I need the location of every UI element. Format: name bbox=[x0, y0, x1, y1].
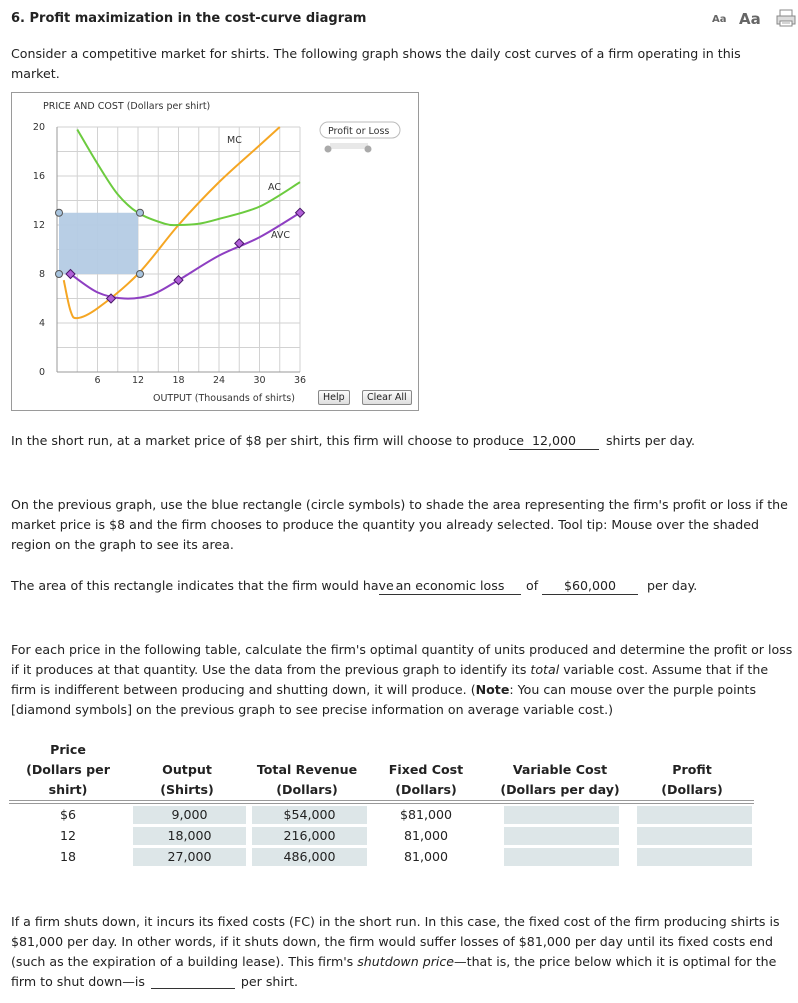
row3-profit-input[interactable] bbox=[637, 848, 752, 866]
print-icon[interactable] bbox=[776, 8, 796, 28]
y-tick-label: 20 bbox=[32, 122, 45, 133]
row1-fixed-cost: $81,000 bbox=[399, 807, 453, 822]
question-title: 6. Profit maximization in the cost-curve diagram bbox=[11, 11, 367, 26]
y-axis-label: PRICE AND COST (Dollars per shirt) bbox=[43, 101, 211, 112]
rectangle-corner-handle[interactable] bbox=[137, 209, 144, 216]
y-tick-labels bbox=[33, 122, 45, 378]
shutdown-price-dropdown[interactable] bbox=[151, 975, 235, 989]
cost-curve-graph bbox=[12, 93, 418, 410]
q2-of: of bbox=[526, 578, 539, 593]
legend-label: Profit or Loss bbox=[328, 126, 390, 137]
y-tick-label: 4 bbox=[38, 318, 45, 329]
q2-suffix: per day. bbox=[647, 578, 698, 593]
row1-price: $6 bbox=[59, 807, 77, 822]
x-tick-label: 12 bbox=[131, 375, 145, 386]
legend-swatch bbox=[330, 143, 368, 149]
header-output: Output (Shirts) bbox=[160, 762, 214, 797]
rectangle-corner-handle[interactable] bbox=[137, 271, 144, 278]
row2-variable-cost-input[interactable] bbox=[504, 827, 619, 845]
row3-variable-cost-input[interactable] bbox=[504, 848, 619, 866]
clear-all-button[interactable]: Clear All bbox=[362, 390, 412, 405]
intro-text: Consider a competitive market for shirts. The following graph shows the daily cost curves of a firm operating in this market. bbox=[11, 46, 741, 81]
q1-prefix: In the short run, at a market price of $8 per shirt, this firm will choose to produce bbox=[11, 433, 525, 448]
row1-revenue-input[interactable]: $54,000 bbox=[252, 806, 367, 824]
legend-handle-left[interactable] bbox=[325, 146, 332, 153]
x-axis-label: OUTPUT (Thousands of shirts) bbox=[153, 393, 295, 404]
header-total-revenue: Total Revenue (Dollars) bbox=[256, 762, 358, 797]
header-variable-cost: Variable Cost (Dollars per day) bbox=[500, 762, 620, 797]
row1-variable-cost-input[interactable] bbox=[504, 806, 619, 824]
row2-revenue-input[interactable]: 216,000 bbox=[252, 827, 367, 845]
ac-label: AC bbox=[268, 182, 281, 193]
row2-price: 12 bbox=[59, 828, 77, 843]
row2-fixed-cost: 81,000 bbox=[403, 828, 449, 843]
graph-panel bbox=[11, 92, 419, 411]
row3-output-input[interactable]: 27,000 bbox=[133, 848, 246, 866]
rectangle-corner-handle[interactable] bbox=[56, 271, 63, 278]
font-size-small-button[interactable]: Aa bbox=[712, 14, 727, 25]
x-tick-label: 6 bbox=[94, 375, 101, 386]
row3-price: 18 bbox=[59, 849, 77, 864]
row3-revenue-input[interactable]: 486,000 bbox=[252, 848, 367, 866]
mc-label: MC bbox=[227, 135, 242, 146]
row1-profit-input[interactable] bbox=[637, 806, 752, 824]
x-tick-label: 36 bbox=[293, 375, 307, 386]
q1-suffix: shirts per day. bbox=[606, 433, 696, 448]
header-price: Price (Dollars per shirt) bbox=[26, 742, 110, 797]
avc-diamond-point[interactable] bbox=[174, 276, 183, 285]
q2-prefix: The area of this rectangle indicates that the firm would have bbox=[11, 578, 394, 593]
font-size-large-button[interactable]: Aa bbox=[739, 10, 761, 28]
rectangle-corner-handle[interactable] bbox=[56, 209, 63, 216]
x-tick-label: 18 bbox=[172, 375, 185, 386]
ac-curve bbox=[77, 129, 300, 225]
q1-quantity-dropdown[interactable]: 12,000 bbox=[509, 432, 599, 450]
row1-output-input[interactable]: 9,000 bbox=[133, 806, 246, 824]
profit-loss-rectangle bbox=[59, 213, 138, 274]
avc-diamond-point[interactable] bbox=[235, 239, 244, 248]
x-tick-labels bbox=[94, 375, 306, 386]
q2-profit-loss-dropdown[interactable]: an economic loss bbox=[379, 577, 521, 595]
row2-profit-input[interactable] bbox=[637, 827, 752, 845]
avc-label: AVC bbox=[271, 230, 291, 241]
table-intro-text: For each price in the following table, calculate the firm's optimal quantity of units produced and determine the profit or loss if it produces at that quantity. Use the data from the previous graph to identify its total variable cost. Assume that if the firm is indifferent between producing and shutting down, it will produce. (Note: You can mouse over the purple points [diamond symbols] on the previous graph to see precise information on average variable cost.) bbox=[11, 642, 793, 717]
x-tick-label: 30 bbox=[253, 375, 266, 386]
y-tick-label: 16 bbox=[32, 171, 45, 182]
help-button[interactable]: Help bbox=[318, 390, 350, 405]
table-header-divider bbox=[9, 800, 754, 804]
row2-output-input[interactable]: 18,000 bbox=[133, 827, 246, 845]
legend-handle-right[interactable] bbox=[365, 146, 372, 153]
q2-amount-dropdown[interactable]: $60,000 bbox=[542, 577, 638, 595]
header-profit: Profit (Dollars) bbox=[661, 762, 723, 797]
x-tick-label: 24 bbox=[212, 375, 226, 386]
y-tick-label: 8 bbox=[38, 269, 45, 280]
row3-fixed-cost: 81,000 bbox=[403, 849, 449, 864]
y-tick-label: 12 bbox=[32, 220, 45, 231]
header-fixed-cost: Fixed Cost (Dollars) bbox=[388, 762, 464, 797]
y-tick-label: 0 bbox=[38, 367, 45, 378]
instructions-text: On the previous graph, use the blue rectangle (circle symbols) to shade the area representing the firm's profit or loss if the market price is $8 and the firm chooses to produce the quantity you already selected. Tool tip: Mouse over the shaded region on the graph to see its area. bbox=[11, 497, 788, 552]
shutdown-text: If a firm shuts down, it incurs its fixed costs (FC) in the short run. In this case, the fixed cost of the firm producing shirts is $81,000 per day. In other words, if it shuts down, the firm would suffer losses of $81,000 per day until its fixed costs end (such as the expiration of a building lease). This firm's shutdown price—that is, the price below which it is optimal for the firm to shut down—is per shirt. bbox=[11, 914, 780, 989]
avc-diamond-point[interactable] bbox=[296, 208, 305, 217]
